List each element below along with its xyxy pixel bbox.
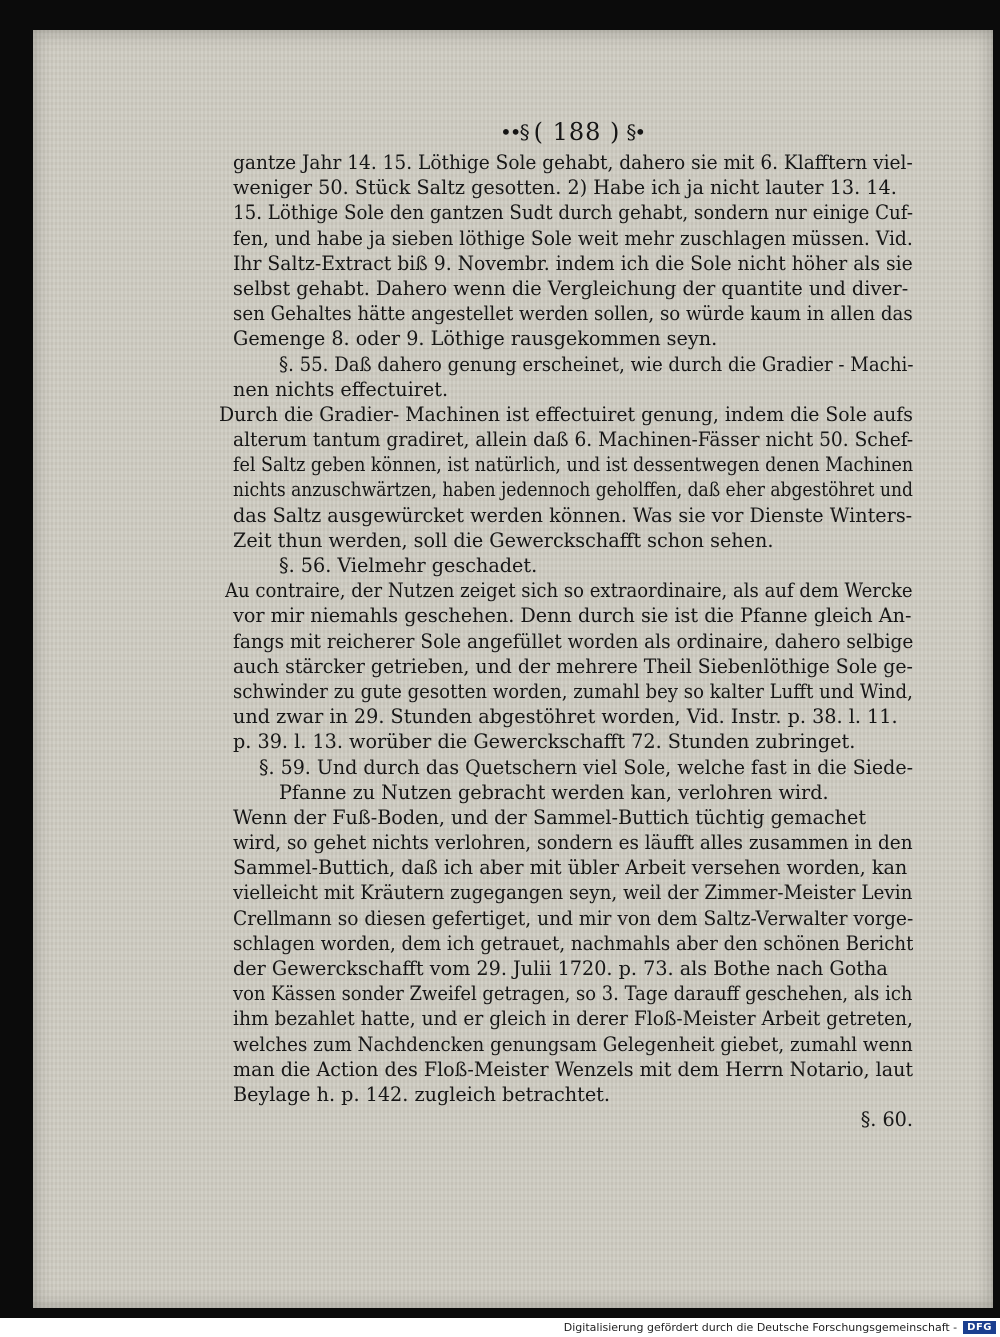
text-line: ihm bezahlet hatte, und er gleich in derer Floß-Meister Arbeit getreten, [233,1007,913,1031]
text-line: weniger 50. Stück Saltz gesotten. 2) Habe ich ja nicht lauter 13. 14. [233,176,897,200]
text-line: sen Gehaltes hätte angestellet werden sollen, so würde kaum in allen das [233,302,913,326]
page-header [500,117,700,147]
text-line: man die Action des Floß-Meister Wenzels mit dem Herrn Notario, laut [233,1057,913,1081]
text-line: wird, so gehet nichts verlohren, sondern es läufft alles zusammen in den [233,831,913,855]
text-line: von Kässen sonder Zweifel getragen, so 3. Tage darauff geschehen, als ich [233,982,913,1006]
text-line: p. 39. l. 13. worüber die Gewerckschafft 72. Stunden zubringet. [233,730,856,754]
text-line: schwinder zu gute gesotten worden, zumahl bey so kalter Lufft und Wind, [233,679,913,703]
section-heading: nen nichts effectuiret. [233,377,449,401]
text-line: nichts anzuschwärtzen, haben jedennoch geholffen, daß eher abgestöhret und [233,478,913,502]
text-line: welches zum Nachdencken genungsam Gelegenheit giebet, zumahl wenn [233,1032,913,1056]
page-number: ( 188 ) [533,118,621,146]
text-line: fen, und habe ja sieben löthige Sole weit mehr zuschlagen müssen. Vid. [233,226,913,250]
footer-credit: Digitalisierung gefördert durch die Deutsche Forschungsgemeinschaft - [563,1321,958,1334]
text-line: selbst gehabt. Dahero wenn die Vergleichung der quantite und diver- [233,276,909,300]
text-line: Ihr Saltz-Extract biß 9. Novembr. indem ich die Sole nicht höher als sie [233,251,913,275]
section-heading: §. 56. Vielmehr geschadet. [279,554,538,577]
text-line: gantze Jahr 14. 15. Löthige Sole gehabt, dahero sie mit 6. Klafftern viel- [233,151,913,174]
text-line: vor mir niemahls geschehen. Denn durch sie ist die Pfanne gleich An- [233,604,912,628]
text-line: das Saltz ausgewürcket werden können. Was sie vor Dienste Winters- [233,503,913,527]
catchword: §. 60. [860,1108,913,1132]
text-line: Zeit thun werden, soll die Gewerckschafft schon sehen. [233,528,774,552]
text-line: Durch die Gradier- Machinen ist effectuiret genung, indem die Sole aufs [219,402,913,426]
header-ornament-left: ••§ [500,120,528,144]
text-line: 15. Löthige Sole den gantzen Sudt durch gehabt, sondern nur einige Cuf- [233,201,913,225]
text-line: Sammel-Buttich, daß ich aber mit übler Arbeit versehen worden, kan [233,856,908,880]
text-line: auch stärcker getrieben, und der mehrere Theil Siebenlöthige Sole ge- [233,654,913,678]
text-line: fangs mit reicherer Sole angefüllet worden als ordinaire, dahero selbige [233,629,913,653]
text-line: Wenn der Fuß-Boden, und der Sammel-Buttich tüchtig gemachet [233,805,867,829]
text-line: Gemenge 8. oder 9. Löthige rausgekommen seyn. [233,327,718,351]
text-line: Beylage h. p. 142. zugleich betrachtet. [233,1082,610,1106]
text-line: alterum tantum gradiret, allein daß 6. Machinen-Fässer nicht 50. Schef- [233,428,913,452]
text-line: Au contraire, der Nutzen zeiget sich so extraordinaire, als auf dem Wercke [225,579,913,603]
text-line: fel Saltz geben können, ist natürlich, und ist dessentwegen denen Machinen [233,453,913,477]
section-heading: §. 55. Daß dahero genung erscheinet, wie durch die Gradier - Machi- [279,352,913,376]
text-line: vielleicht mit Kräutern zugegangen seyn, weil der Zimmer-Meister Levin [233,881,913,905]
dfg-logo-icon: DFG [963,1321,996,1334]
section-heading: §. 59. Und durch das Quetschern viel Sole, welche fast in die Siede- [259,755,913,779]
digitization-footer [0,1318,1000,1337]
section-heading: Pfanne zu Nutzen gebracht werden kan, verlohren wird. [279,780,829,804]
text-line: schlagen worden, dem ich getrauet, nachmahls aber den schönen Bericht [233,931,913,955]
header-ornament-right: §• [626,120,645,144]
text-line: und zwar in 29. Stunden abgestöhret worden, Vid. Instr. p. 38. l. 11. [233,705,898,729]
page-body [219,150,913,1132]
text-line: der Gewerckschafft vom 29. Julii 1720. p. 73. als Bothe nach Gotha [233,957,888,980]
text-line: Crellmann so diesen gefertiget, und mir von dem Saltz-Verwalter vorge- [233,906,913,930]
